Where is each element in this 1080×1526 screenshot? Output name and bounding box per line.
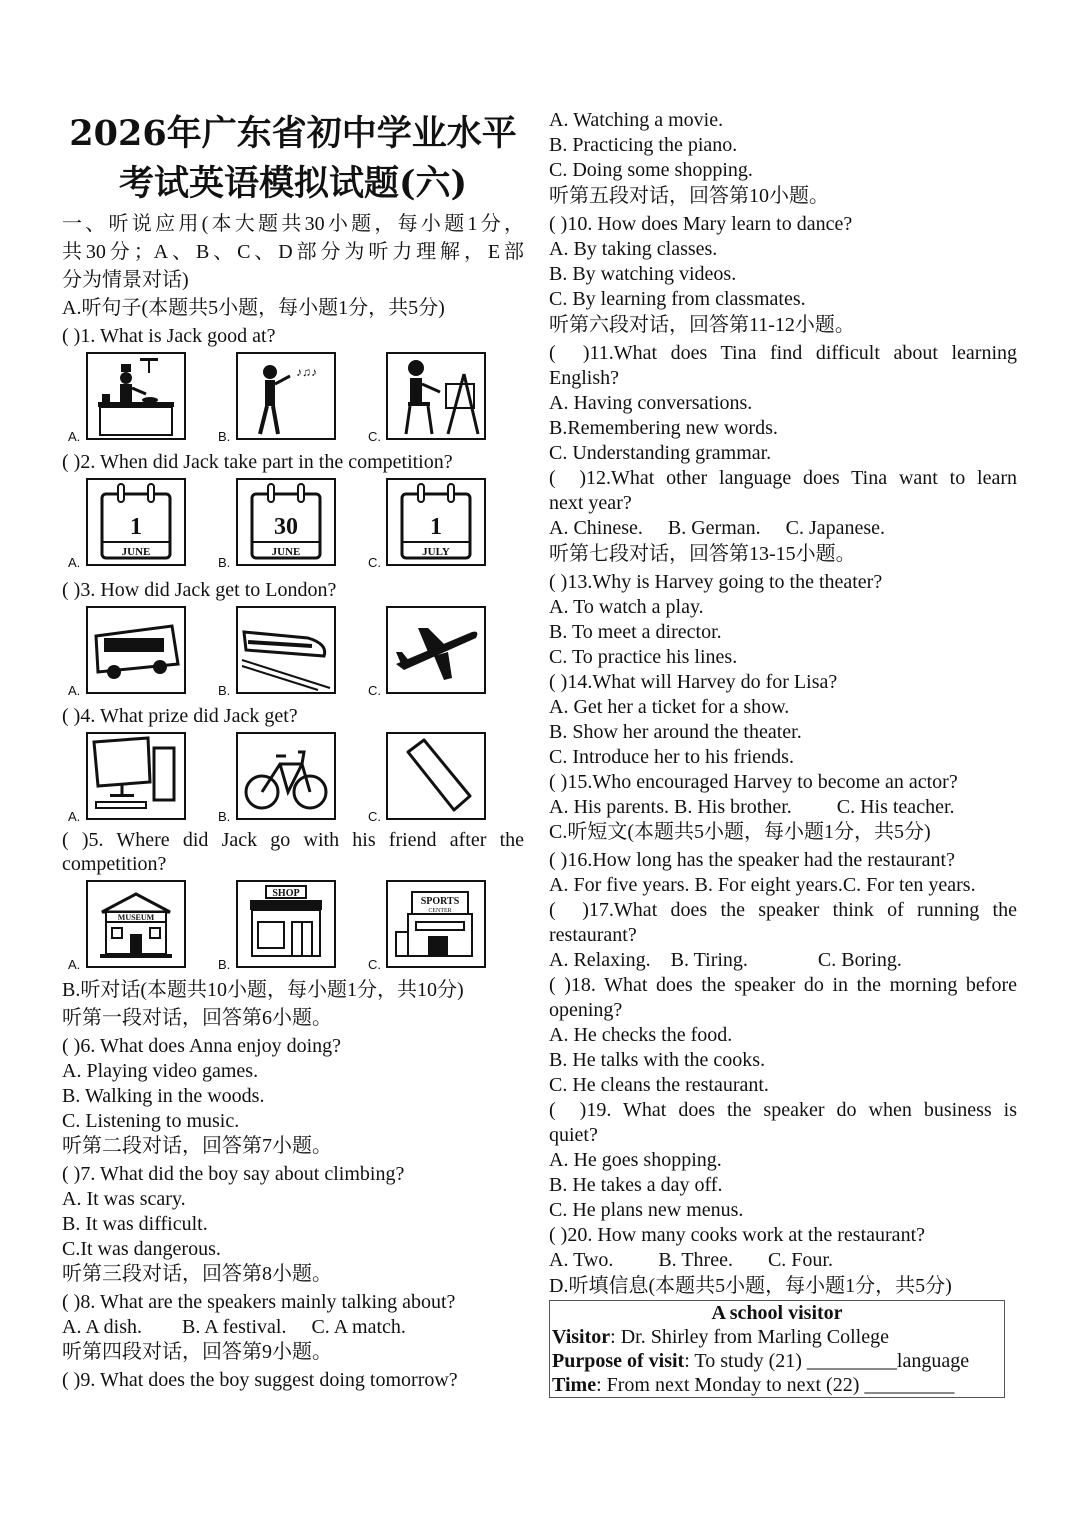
dialogue-7-note: 听第七段对话，回答第13-15小题。 [549, 543, 856, 565]
question-7: ( )7. What did the boy say about climbing? [62, 1163, 405, 1185]
q8-options[interactable]: A. A dish. B. A festival. C. A match. [62, 1316, 406, 1338]
q6-option-b[interactable]: B. Walking in the woods. [62, 1085, 265, 1107]
section-one-intro-2: 共30分；A、B、C、D部分为听力理解，E部 [62, 241, 524, 263]
question-12: ( )12.What other language does Tina want to learn [549, 467, 1017, 489]
question-8: ( )8. What are the speakers mainly talking about? [62, 1291, 456, 1313]
question-text: opening? [549, 999, 623, 1021]
question-18: ( )18. What does the speaker do in the morning before [549, 974, 1017, 996]
question-2: ( )2. When did Jack take part in the competition? [62, 451, 453, 473]
exam-title-line-1: 2026年广东省初中学业水平 [69, 113, 517, 154]
q3-option-a[interactable] [62, 606, 186, 698]
answer-option[interactable]: A. Two. B. Three. C. Four. [549, 1249, 833, 1271]
question-text: English? [549, 367, 619, 389]
question-20: ( )20. How many cooks work at the restaurant? [549, 1224, 925, 1246]
question-16: ( )16.How long has the speaker had the restaurant? [549, 849, 955, 871]
part-c-heading: C.听短文(本题共5小题，每小题1分，共5分) [549, 821, 931, 843]
option-letter: C. [368, 683, 381, 698]
answer-option[interactable]: B. He talks with the cooks. [549, 1049, 766, 1071]
computer-icon [88, 734, 184, 818]
singer-icon [238, 354, 334, 438]
row-text: : To study (21) _________language [684, 1350, 970, 1372]
row-text: : Dr. Shirley from Marling College [610, 1326, 889, 1348]
q6-option-c[interactable]: C. Listening to music. [62, 1110, 240, 1132]
answer-option[interactable]: A. By taking classes. [549, 238, 718, 260]
q1-option-c[interactable] [362, 352, 486, 444]
q4-option-b[interactable] [212, 732, 336, 824]
question-6: ( )6. What does Anna enjoy doing? [62, 1035, 342, 1057]
table-row[interactable] [550, 1349, 1005, 1373]
question-4: ( )4. What prize did Jack get? [62, 705, 298, 727]
q1-option-b[interactable] [212, 352, 336, 444]
question-10: ( )10. How does Mary learn to dance? [549, 213, 853, 235]
calendar-day: 1 [130, 514, 142, 540]
row-label: Visitor [552, 1326, 611, 1348]
museum-icon [88, 882, 184, 966]
answer-option[interactable]: A. Relaxing. B. Tiring. C. Boring. [549, 949, 902, 971]
option-letter: A. [68, 957, 81, 972]
question-text: quiet? [549, 1124, 598, 1146]
q3-option-c[interactable] [362, 606, 486, 698]
answer-option[interactable]: B. By watching videos. [549, 263, 737, 285]
answer-option[interactable]: C. He plans new menus. [549, 1199, 744, 1221]
answer-option[interactable]: A. His parents. B. His brother. C. His teacher. [549, 796, 955, 818]
sports-center-icon [388, 882, 484, 966]
question-13: ( )13.Why is Harvey going to the theater? [549, 571, 883, 593]
option-letter: B. [218, 683, 231, 698]
part-d-heading: D.听填信息(本题共5小题，每小题1分，共5分) [549, 1275, 952, 1297]
train-icon [238, 608, 334, 692]
section-one-intro-3: 分为情景对话) [62, 269, 189, 291]
question-text: restaurant? [549, 924, 637, 946]
q4-option-a[interactable] [62, 732, 186, 824]
answer-option[interactable]: C. By learning from classmates. [549, 288, 806, 310]
phone-icon [388, 734, 484, 818]
calendar-icon [88, 480, 184, 564]
option-letter: A. [68, 683, 81, 698]
dialogue-6-note: 听第六段对话，回答第11-12小题。 [549, 314, 855, 336]
question-11: ( )11.What does Tina find difficult about learning [549, 342, 1017, 364]
question-1: ( )1. What is Jack good at? [62, 325, 276, 347]
question-5: ( )5. Where did Jack go with his friend after the [62, 829, 524, 851]
q1-option-a[interactable] [62, 352, 186, 444]
answer-option[interactable]: C. Introduce her to his friends. [549, 746, 794, 768]
answer-option[interactable]: C. He cleans the restaurant. [549, 1074, 769, 1096]
q5-option-a[interactable] [62, 880, 186, 972]
answer-option[interactable]: C. Understanding grammar. [549, 442, 772, 464]
exam-title-line-2: 考试英语模拟试题(六) [118, 163, 468, 204]
row-label: Purpose of visit [552, 1350, 685, 1372]
dialogue-1-note: 听第一段对话，回答第6小题。 [62, 1007, 332, 1029]
q5-option-b[interactable] [212, 880, 336, 972]
question-14: ( )14.What will Harvey do for Lisa? [549, 671, 838, 693]
painter-icon [388, 354, 484, 438]
answer-option[interactable]: B. Practicing the piano. [549, 134, 738, 156]
calendar-icon [238, 480, 334, 564]
option-letter: C. [368, 957, 381, 972]
dialogue-4-note: 听第四段对话，回答第9小题。 [62, 1341, 332, 1363]
school-visitor-table [549, 1300, 1005, 1398]
bus-icon [88, 608, 184, 692]
dialogue-3-note: 听第三段对话，回答第8小题。 [62, 1263, 332, 1285]
question-19: ( )19. What does the speaker do when business is [549, 1099, 1017, 1121]
chef-cooking-icon [88, 354, 184, 438]
answer-option[interactable]: A. He checks the food. [549, 1024, 733, 1046]
q1-image-options [62, 352, 502, 444]
plane-icon [388, 608, 484, 692]
option-letter: B. [218, 957, 231, 972]
table-heading: A school visitor [550, 1301, 1005, 1326]
table-row[interactable] [550, 1373, 1005, 1398]
q7-option-c[interactable]: C.It was dangerous. [62, 1238, 221, 1260]
option-letter: A. [68, 429, 81, 444]
part-b-heading: B.听对话(本题共10小题，每小题1分，共10分) [62, 979, 464, 1001]
answer-option[interactable]: A. For five years. B. For eight years.C. For ten years. [549, 874, 976, 896]
museum-sign: MUSEUM [117, 913, 155, 922]
shop-icon [238, 882, 334, 966]
option-letter: A. [68, 555, 81, 570]
answer-option[interactable]: C. Doing some shopping. [549, 159, 753, 181]
calendar-day: 30 [274, 514, 298, 540]
option-letter: A. [68, 809, 81, 824]
question-15: ( )15.Who encouraged Harvey to become an actor? [549, 771, 958, 793]
q2-option-b[interactable] [212, 478, 336, 570]
q2-option-c[interactable] [362, 478, 486, 570]
option-letter: C. [368, 809, 381, 824]
q2-image-options [62, 478, 502, 570]
option-letter: C. [368, 429, 381, 444]
bicycle-icon [238, 734, 334, 818]
answer-option[interactable]: A. Watching a movie. [549, 109, 724, 131]
question-5-cont: competition? [62, 853, 167, 875]
calendar-day: 1 [430, 514, 442, 540]
answer-option[interactable]: A. Get her a ticket for a show. [549, 696, 790, 718]
q2-option-a[interactable] [62, 478, 186, 570]
q5-option-c[interactable] [362, 880, 486, 972]
option-letter: C. [368, 555, 381, 570]
question-text: next year? [549, 492, 632, 514]
answer-option[interactable]: B.Remembering new words. [549, 417, 778, 439]
answer-option[interactable]: B. He takes a day off. [549, 1174, 723, 1196]
answer-option[interactable]: C. To practice his lines. [549, 646, 738, 668]
option-letter: B. [218, 555, 231, 570]
q3-image-options [62, 606, 502, 698]
question-17: ( )17.What does the speaker think of running the [549, 899, 1017, 921]
dialogue-5-note: 听第五段对话，回答第10小题。 [549, 185, 829, 207]
answer-option[interactable]: A. He goes shopping. [549, 1149, 722, 1171]
answer-option[interactable]: A. To watch a play. [549, 596, 704, 618]
option-letter: B. [218, 809, 231, 824]
part-a-heading: A.听句子(本题共5小题，每小题1分，共5分) [62, 297, 445, 319]
calendar-month: JUNE [271, 546, 301, 558]
svg-text:♪♫♪: ♪♫♪ [296, 365, 317, 379]
q7-option-b[interactable]: B. It was difficult. [62, 1213, 208, 1235]
q6-option-a[interactable]: A. Playing video games. [62, 1060, 259, 1082]
answer-option[interactable]: B. Show her around the theater. [549, 721, 802, 743]
question-3: ( )3. How did Jack get to London? [62, 579, 337, 601]
calendar-month: JULY [422, 546, 450, 558]
center-sign: CENTER [428, 908, 452, 914]
question-9: ( )9. What does the boy suggest doing tomorrow? [62, 1369, 458, 1391]
q4-image-options [62, 732, 502, 824]
q4-option-c[interactable] [362, 732, 486, 824]
dialogue-2-note: 听第二段对话，回答第7小题。 [62, 1135, 332, 1157]
q7-option-a[interactable]: A. It was scary. [62, 1188, 186, 1210]
option-letter: B. [218, 429, 231, 444]
q3-option-b[interactable] [212, 606, 336, 698]
shop-sign: SHOP [272, 888, 300, 899]
row-text: : From next Monday to next (22) _________ [596, 1374, 955, 1396]
calendar-month: JUNE [121, 546, 151, 558]
section-one-intro: 一、听说应用(本大题共30小题，每小题1分， [62, 213, 524, 235]
sports-sign: SPORTS [420, 896, 460, 907]
calendar-icon [388, 480, 484, 564]
answer-option[interactable]: B. To meet a director. [549, 621, 722, 643]
answer-option[interactable]: A. Having conversations. [549, 392, 753, 414]
table-row [550, 1325, 1005, 1349]
answer-option[interactable]: A. Chinese. B. German. C. Japanese. [549, 517, 886, 539]
q5-image-options [62, 880, 502, 972]
row-label: Time [552, 1374, 597, 1396]
